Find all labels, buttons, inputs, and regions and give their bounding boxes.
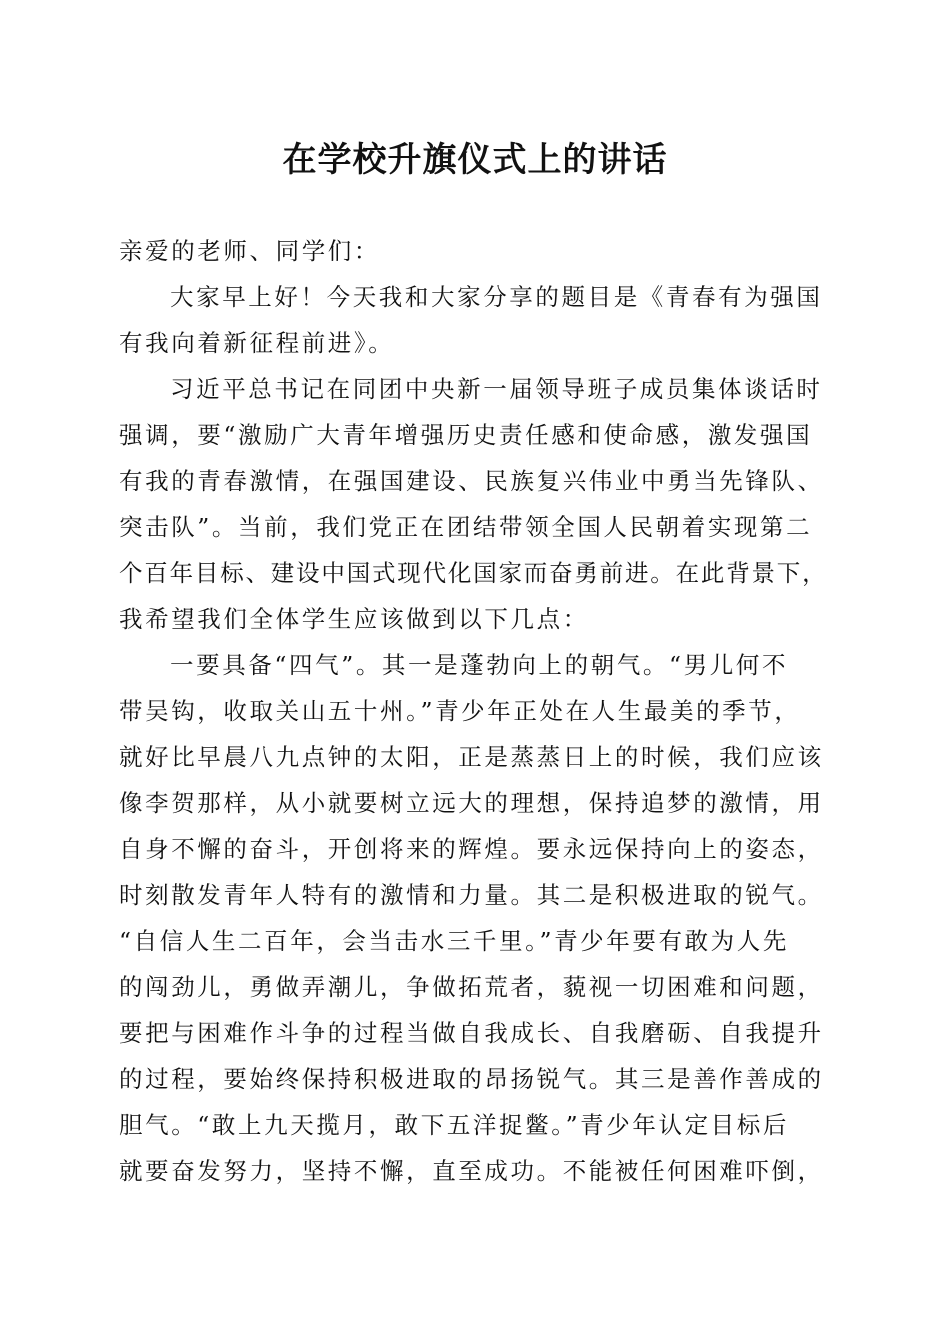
paragraph-line: 要把与困难作斗争的过程当做自我成长、自我磨砺、自我提升 [119,1019,824,1047]
document-body [119,228,831,1194]
salutation-line: 亲爱的老师、同学们： [119,237,380,265]
paragraph-line: 强调，要“激励广大青年增强历史责任感和使命感，激发强国 [119,421,813,449]
paragraph-line: 有我的青春激情，在强国建设、民族复兴伟业中勇当先锋队、 [119,467,824,495]
paragraph-line: 一要具备“四气”。其一是蓬勃向上的朝气。“男儿何不 [170,651,789,679]
paragraph-line: 就好比早晨八九点钟的太阳，正是蒸蒸日上的时候，我们应该 [119,743,824,771]
paragraph-line: 带吴钩，收取关山五十州。”青少年正处在人生最美的季节， [119,697,801,725]
paragraph-line: 习近平总书记在同团中央新一届领导班子成员集体谈话时 [170,375,823,403]
paragraph-line: 的闯劲儿，勇做弄潮儿，争做拓荒者，藐视一切困难和问题， [119,973,824,1001]
document-title: 在学校升旗仪式上的讲话 [282,140,668,180]
paragraph-line: 时刻散发青年人特有的激情和力量。其二是积极进取的锐气。 [119,881,824,909]
paragraph-line: 就要奋发努力，坚持不懈，直至成功。不能被任何困难吓倒， [119,1157,824,1185]
paragraph-line: 有我向着新征程前进》。 [119,329,395,357]
paragraph-line: 大家早上好！今天我和大家分享的题目是《青春有为强国 [170,283,823,311]
paragraph-line: 我希望我们全体学生应该做到以下几点： [119,605,589,633]
paragraph-line: 自身不懈的奋斗，开创将来的辉煌。要永远保持向上的姿态， [119,835,824,863]
paragraph-line: 突击队”。当前，我们党正在团结带领全国人民朝着实现第二 [119,513,813,541]
paragraph-line: 的过程，要始终保持积极进取的昂扬锐气。其三是善作善成的 [119,1065,824,1093]
paragraph-line: 像李贺那样，从小就要树立远大的理想，保持追梦的激情，用 [119,789,824,817]
paragraph-line: 胆气。“敢上九天揽月，敢下五洋捉鳖。”青少年认定目标后 [119,1111,789,1139]
paragraph-line: 个百年目标、建设中国式现代化国家而奋勇前进。在此背景下， [119,559,828,587]
paragraph-line: “自信人生二百年，会当击水三千里。”青少年要有敢为人先 [119,927,789,955]
